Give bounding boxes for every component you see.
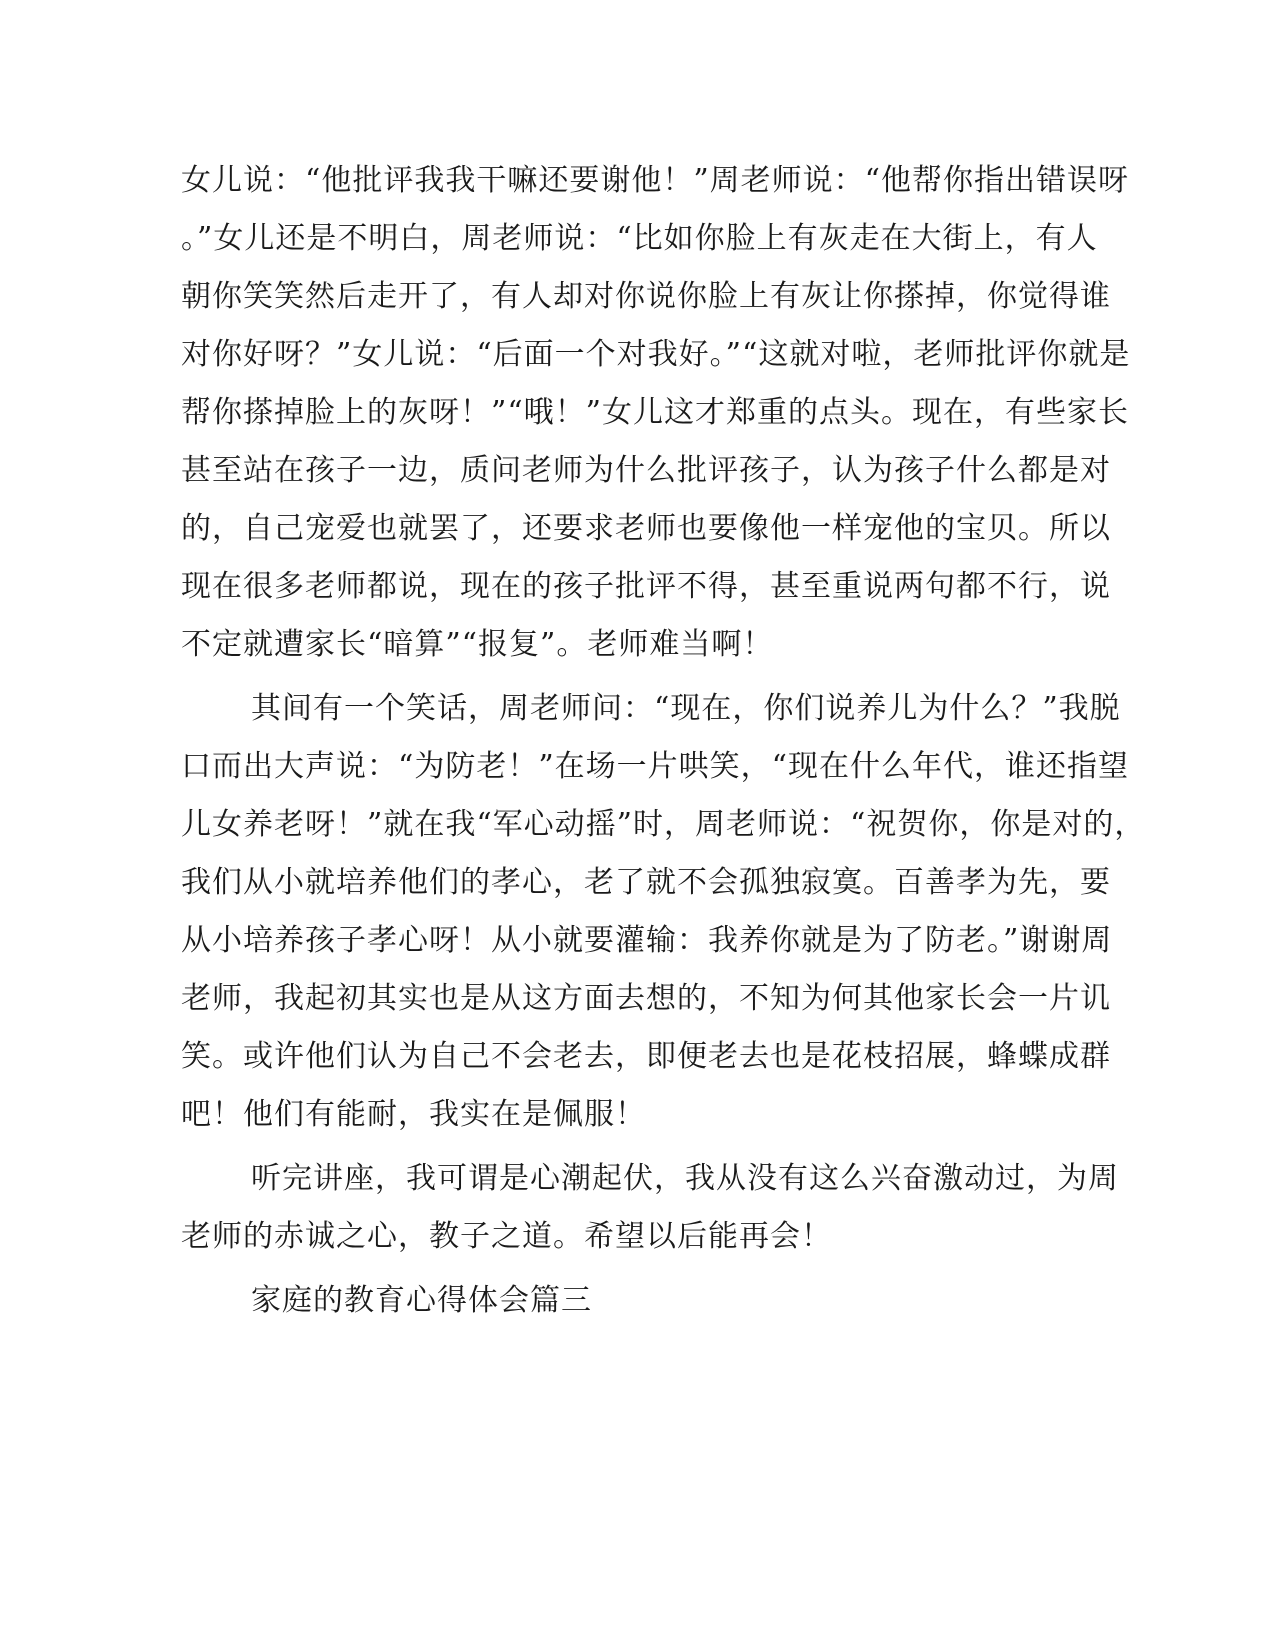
text-line: 我们从小就培养他们的孝心，老了就不会孤独寂寞。百善孝为先，要 [181, 865, 1111, 900]
text-line: 。”女儿还是不明白，周老师说：“比如你脸上有灰走在大街上，有人 [181, 221, 1098, 256]
text-line: 朝你笑笑然后走开了，有人却对你说你脸上有灰让你搽掉，你觉得谁 [181, 279, 1111, 314]
text-line: 的，自己宠爱也就罢了，还要求老师也要像他一样宠他的宝贝。所以 [181, 511, 1111, 546]
text-line: 儿女养老呀！”就在我“军心动摇”时，周老师说：“祝贺你，你是对的， [181, 807, 1146, 842]
text-line: 口而出大声说：“为防老！”在场一片哄笑，“现在什么年代，谁还指望 [181, 749, 1130, 784]
text-line: 笑。或许他们认为自己不会老去，即便老去也是花枝招展，蜂蝶成群 [181, 1039, 1111, 1074]
text-line: 女儿说：“他批评我我干嘛还要谢他！”周老师说：“他帮你指出错误呀 [181, 163, 1130, 198]
paragraph-start-line: 其间有一个笑话，周老师问：“现在，你们说养儿为什么？”我脱 [251, 691, 1121, 726]
text-line: 现在很多老师都说，现在的孩子批评不得，甚至重说两句都不行，说 [181, 569, 1111, 604]
text-line: 不定就遭家长“暗算”“报复”。老师难当啊！ [181, 627, 774, 662]
text-line: 吧！他们有能耐，我实在是佩服！ [181, 1097, 646, 1132]
section-heading: 家庭的教育心得体会篇三 [251, 1283, 592, 1318]
text-line: 从小培养孩子孝心呀！从小就要灌输：我养你就是为了防老。”谢谢周 [181, 923, 1113, 958]
text-line: 帮你搽掉脸上的灰呀！”“哦！”女儿这才郑重的点头。现在，有些家长 [181, 395, 1130, 430]
text-line: 对你好呀？”女儿说：“后面一个对我好。”“这就对啦，老师批评你就是 [181, 337, 1131, 372]
text-line: 老师，我起初其实也是从这方面去想的，不知为何其他家长会一片讥 [181, 981, 1111, 1016]
text-line: 甚至站在孩子一边，质问老师为什么批评孩子，认为孩子什么都是对 [181, 453, 1111, 488]
text-line: 老师的赤诚之心，教子之道。希望以后能再会！ [181, 1219, 832, 1254]
paragraph-start-line: 听完讲座，我可谓是心潮起伏，我从没有这么兴奋激动过，为周 [251, 1161, 1119, 1196]
